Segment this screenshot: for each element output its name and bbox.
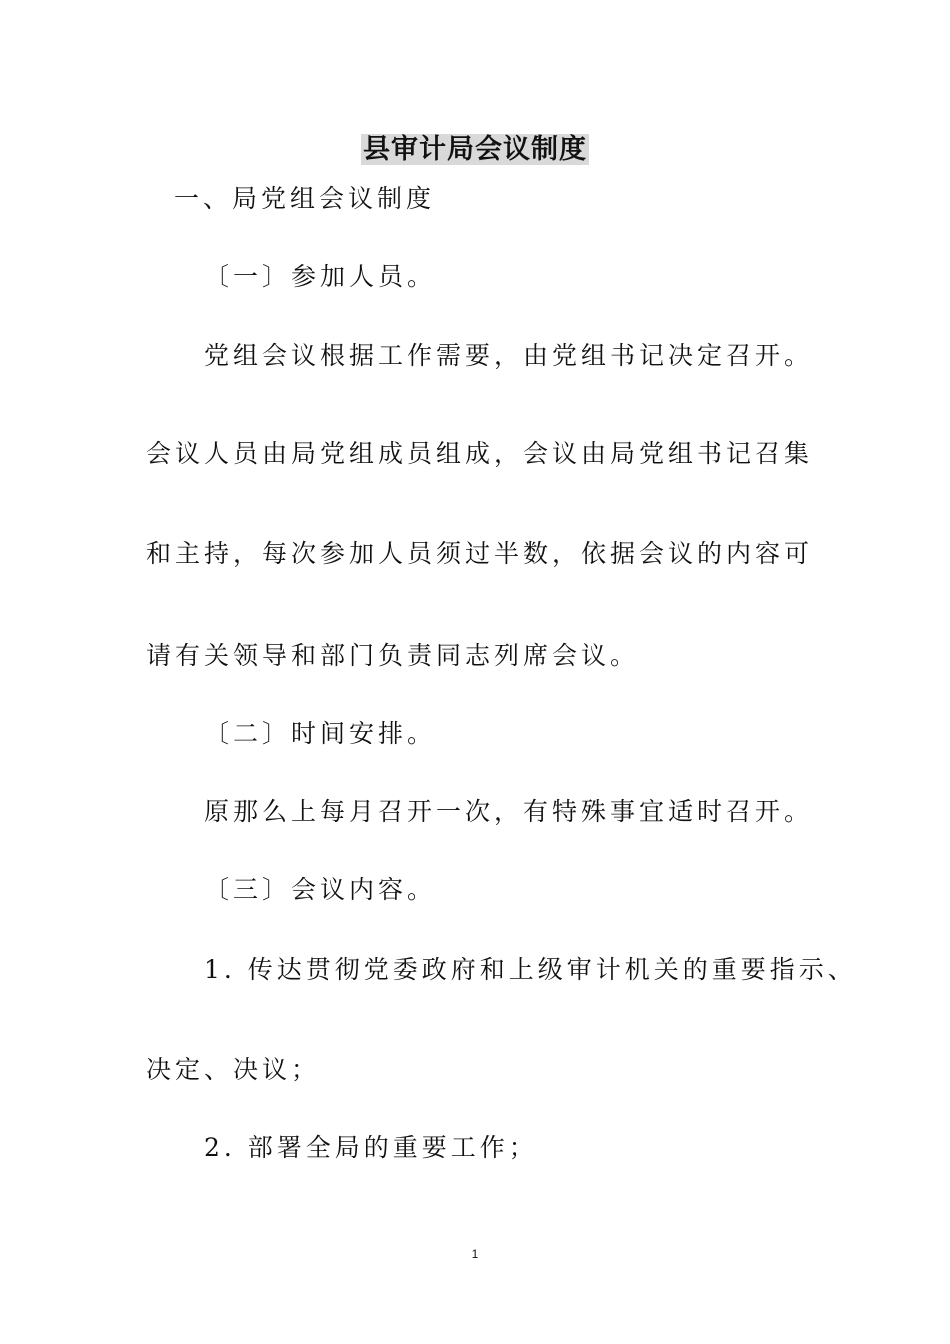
subsection-heading-content: 〔三〕会议内容。 (204, 875, 437, 904)
paragraph-line: 会议人员由局党组成员组成，会议由局党组书记召集 (146, 439, 814, 468)
section-heading-party-meeting: 一、局党组会议制度 (174, 184, 436, 213)
list-item-line: 2. 部署全局的重要工作； (204, 1133, 538, 1162)
paragraph-line: 原那么上每月召开一次，有特殊事宜适时召开。 (204, 797, 814, 826)
paragraph-line: 请有关领导和部门负责同志列席会议。 (146, 641, 640, 670)
document-title (0, 132, 950, 168)
list-item-line: 1. 传达贯彻党委政府和上级审计机关的重要指示、 (204, 955, 857, 984)
page-number: 1 (471, 1247, 479, 1261)
paragraph-line: 和主持，每次参加人员须过半数，依据会议的内容可 (146, 539, 814, 568)
subsection-heading-schedule: 〔二〕时间安排。 (204, 719, 437, 748)
list-item-line: 决定、决议； (146, 1055, 321, 1084)
paragraph-line: 党组会议根据工作需要，由党组书记决定召开。 (204, 341, 814, 370)
document-title-text: 县审计局会议制度 (363, 134, 587, 165)
subsection-heading-participants: 〔一〕参加人员。 (204, 262, 437, 291)
